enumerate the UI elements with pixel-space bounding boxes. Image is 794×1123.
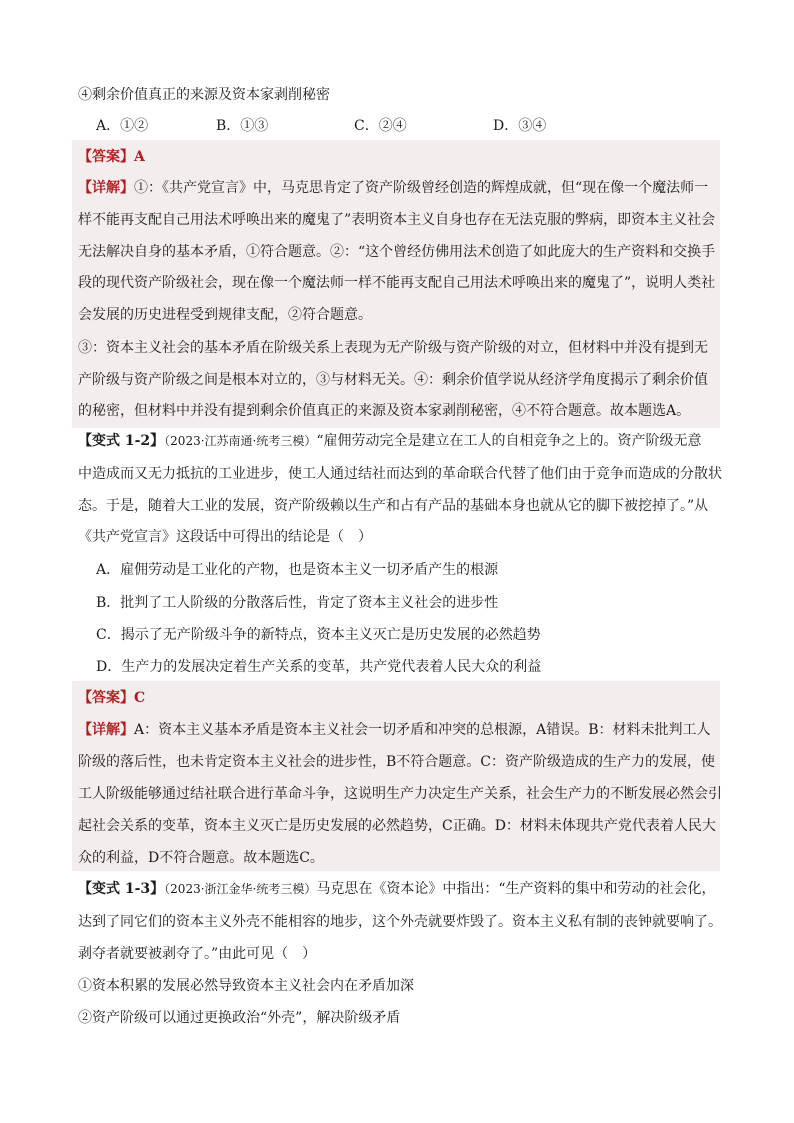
q2-stem-line: 《共产党宣言》这段话中可得出的结论是（ ） <box>78 529 372 545</box>
variant-label: 【变式 1-3】 <box>78 881 165 897</box>
q1-option-c: C．②④ <box>354 118 407 134</box>
q1-detail-line: 【详解】①：《共产党宣言》中，马克思肯定了资产阶级曾经创造的辉煌成就，但“现在像一个魔法师一 <box>78 180 709 196</box>
q3-item-1: ①资本积累的发展必然导致资本主义社会内在矛盾加深 <box>78 978 414 994</box>
q1-answer <box>78 148 145 166</box>
q3-item-2: ②资产阶级可以通过更换政治“外壳”，解决阶级矛盾 <box>78 1010 401 1026</box>
q1-option-a: A．①② <box>96 118 149 134</box>
q2-answer <box>78 689 145 707</box>
detail-label: 【详解】 <box>78 180 134 196</box>
q2-answer-block <box>72 681 720 871</box>
q2-detail-line: 工人阶级能够通过结社联合进行革命斗争，这说明生产力决定生产关系，社会生产力的不断发展必然会引 <box>78 786 722 802</box>
answer-value: A <box>134 149 145 165</box>
q1-detail-line: 会发展的历史进程受到规律支配，②符合题意。 <box>78 307 372 323</box>
q1-detail-line: 产阶级与资产阶级之间是根本对立的，③与材料无关。④：剩余价值学说从经济学角度揭示了剩余价值 <box>78 372 708 388</box>
q3-stem-line: 达到了同它们的资本主义外壳不能相容的地步，这个外壳就要炸毁了。资本主义私有制的丧钟就要响了。 <box>78 914 722 930</box>
question-source: （2023·江苏南通·统考三模） <box>164 434 317 448</box>
answer-value: C <box>134 690 146 706</box>
q2-detail-line: 【详解】A：资本主义基本矛盾是资本主义社会一切矛盾和冲突的总根源，A错误。B：材料未批判工人 <box>78 722 711 738</box>
q3-stem-line: 【变式 1-3】（2023·浙江金华·统考三模）马克思在《资本论》中指出：“生产资料的集中和劳动的社会化， <box>78 881 716 897</box>
q2-option-d: D．生产力的发展决定着生产关系的变革，共产党代表着人民大众的利益 <box>96 659 542 675</box>
q1-detail-line: 段的现代资产阶级社会，现在像一个魔法师一样不能再支配自己用法术呼唤出来的魔鬼了”，说明人类社 <box>78 275 716 291</box>
q1-answer-block <box>72 140 720 428</box>
q2-stem-line: 中造成而又无力抵抗的工业进步，使工人通过结社而达到的革命联合代替了他们由于竞争而造成的分散状 <box>78 466 722 482</box>
detail-label: 【详解】 <box>78 722 134 738</box>
q2-detail-line: 阶级的落后性，也未肯定资本主义社会的进步性，B不符合题意。C：资产阶级造成的生产力的发展，使 <box>78 754 715 770</box>
answer-label: 【答案】 <box>78 149 134 165</box>
q1-detail-line: 无法解决自身的基本矛盾，①符合题意。②：“这个曾经仿佛用法术创造了如此庞大的生产资料和交换手 <box>78 244 716 260</box>
q3-stem-line: 剥夺者就要被剥夺了。”由此可见（ ） <box>78 946 317 962</box>
q1-detail-line: ③：资本主义社会的基本矛盾在阶级关系上表现为无产阶级与资产阶级的对立，但材料中并没有提到无 <box>78 340 708 356</box>
q2-option-a: A．雇佣劳动是工业化的产物，也是资本主义一切矛盾产生的根源 <box>96 562 499 578</box>
question-source: （2023·浙江金华·统考三模） <box>164 882 317 896</box>
q1-option-d: D．③④ <box>493 118 547 134</box>
q1-option-b: B．①③ <box>216 118 269 134</box>
q1-detail-line: 样不能再支配自己用法术呼唤出来的魔鬼了”表明资本主义自身也存在无法克服的弊病，即资本主义社会 <box>78 212 716 228</box>
q2-stem-line: 【变式 1-2】（2023·江苏南通·统考三模）“雇佣劳动完全是建立在工人的自相竞争之上的。资产阶级无意 <box>78 433 702 449</box>
variant-label: 【变式 1-2】 <box>78 433 165 449</box>
q2-option-b: B．批判了工人阶级的分散落后性，肯定了资本主义社会的进步性 <box>96 595 499 611</box>
q1-detail-line: 的秘密，但材料中并没有提到剩余价值真正的来源及资本家剥削秘密，④不符合题意。故本题选A。 <box>78 403 691 419</box>
q2-detail-line: 众的利益，D不符合题意。故本题选C。 <box>78 850 324 866</box>
q2-stem-line: 态。于是，随着大工业的发展，资产阶级赖以生产和占有产品的基础本身也就从它的脚下被挖掉了。”从 <box>78 498 709 514</box>
q2-option-c: C．揭示了无产阶级斗争的新特点，资本主义灭亡是历史发展的必然趋势 <box>96 627 541 643</box>
q1-item-4: ④剩余价值真正的来源及资本家剥削秘密 <box>78 87 330 103</box>
q2-detail-line: 起社会关系的变革，资本主义灭亡是历史发展的必然趋势，C正确。D：材料未体现共产党代表着人民大 <box>78 818 716 834</box>
answer-label: 【答案】 <box>78 690 134 706</box>
